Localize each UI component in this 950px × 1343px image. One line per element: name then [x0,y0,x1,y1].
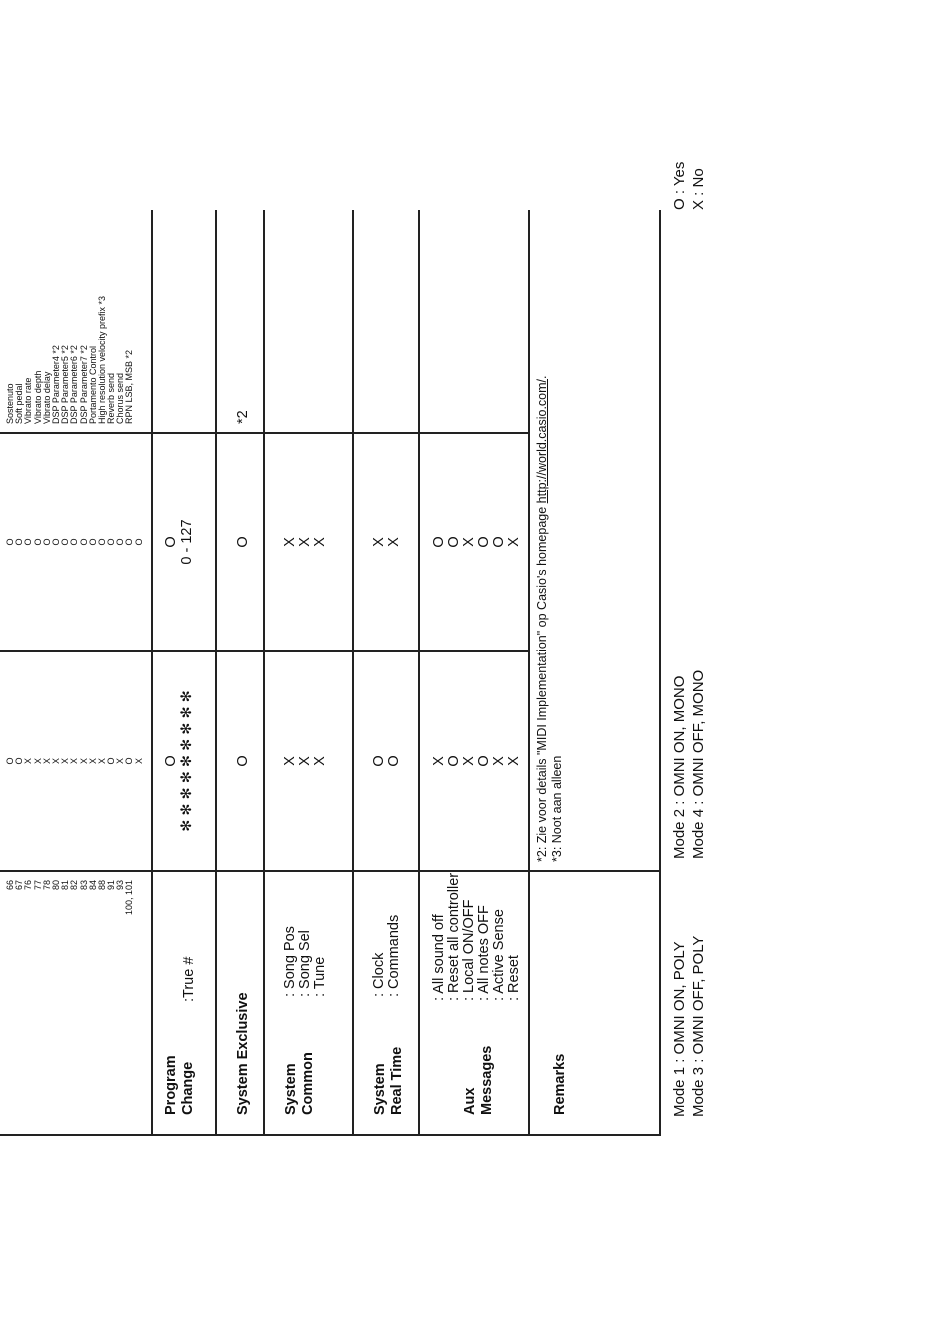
aux-messages-recognized: O O X O O X [419,433,529,651]
aux-messages-transmitted: X O X O X X [419,651,529,871]
system-exclusive-label: System Exclusive [216,871,264,1135]
system-exclusive-transmitted: O [216,651,264,871]
program-change-transmitted: O ✻ ✻ ✻ ✻ ✻ ✻ ✻ ✻ ✻ [152,651,216,871]
mode-list-right: Mode 2 : OMNI ON, MONO Mode 4 : OMNI OFF, MONO [671,669,707,859]
aux-messages-remarks [419,210,529,433]
system-exclusive-row [216,210,264,1135]
casio-homepage-link[interactable]: http://world.casio.com/ [535,378,549,504]
remarks-row [529,210,660,1135]
control-change-row [0,210,152,1135]
remarks-text: *2: Zie voor details "MIDI Implementation" op Casio's homepage http://world.casio.com/. *3: Noot aan alleen [529,210,660,871]
system-real-time-recognized: X X [353,433,419,651]
system-real-time-transmitted: O O [353,651,419,871]
controller-recognized: O O O O O O O O O O O O O O O [0,433,152,651]
program-change-recognized: O 0 - 127 [152,433,216,651]
system-real-time-label: System Real Time : Clock : Commands [353,871,419,1135]
midi-implementation-chart [0,210,661,1136]
legend: O : Yes X : No [671,161,707,210]
system-common-recognized: X X X [264,433,353,651]
system-common-row [264,210,353,1135]
system-common-remarks [264,210,353,433]
controller-remarks: Sostenuto Soft pedal Vibrato rate Vibrato depth Vibrato delay DSP Parameter4 *2 DSP Parameter5 *2 DSP Parameter6 *2 DSP Parameter7 *2 Portamento Control High resolution velocity prefix *3 Reverb send Chorus send RPN LSB, MSB *2 [0,210,152,433]
remarks-label: Remarks [529,871,660,1135]
mode-list-left: Mode 1 : OMNI ON, POLY Mode 3 : OMNI OFF, POLY [671,935,707,1117]
aux-messages-row [419,210,529,1135]
system-real-time-remarks [353,210,419,433]
system-common-transmitted: X X X [264,651,353,871]
system-exclusive-recognized: O [216,433,264,651]
system-common-label: System Common : Song Pos : Song Sel : Tune [264,871,353,1135]
aux-messages-label: Aux Messages : All sound off : Reset all controller : Local ON/OFF : All notes OFF : Active Sense : Reset [419,871,529,1135]
system-real-time-row [353,210,419,1135]
program-change-sub: :True # [181,956,197,1002]
program-change-remarks [152,210,216,433]
program-change-label: Program Change :True # [152,871,216,1135]
controller-numbers: 66 67 76 77 78 80 81 82 83 84 88 91 93 100, 101 [0,871,152,1135]
program-change-row [152,210,216,1135]
controller-transmitted: O O X X X X X X X X X O X O X [0,651,152,871]
system-exclusive-remarks: *2 [216,210,264,433]
